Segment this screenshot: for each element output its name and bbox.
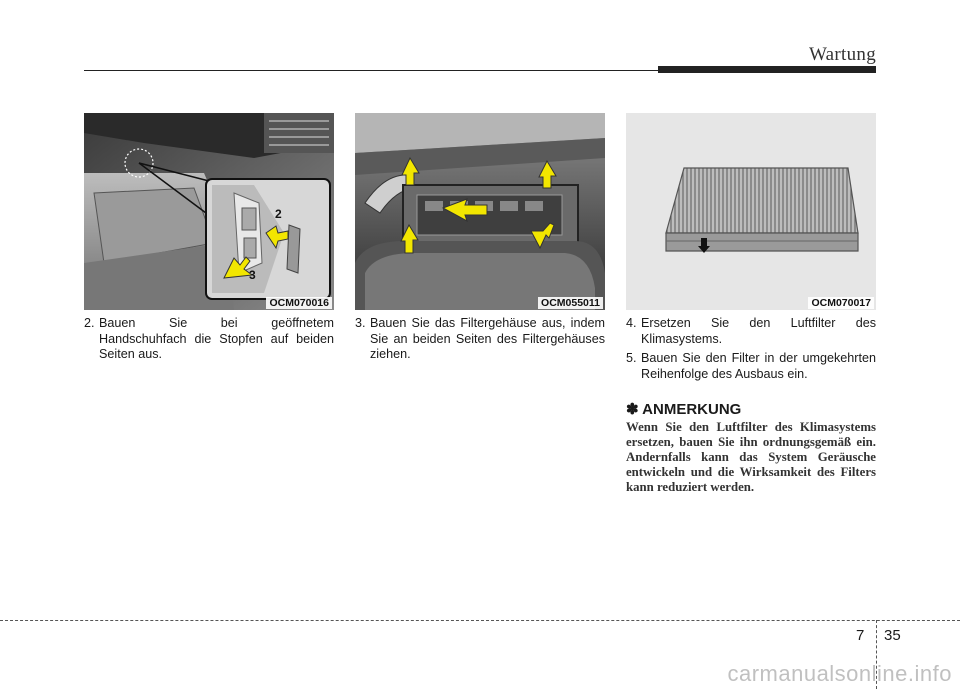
step-4 bbox=[626, 316, 876, 347]
watermark: carmanualsonline.info bbox=[727, 661, 952, 686]
step-text: Bauen Sie bei geöffnetem Handschuhfach die Stopfen auf beiden Seiten aus. bbox=[99, 316, 334, 361]
figure-code: OCM055011 bbox=[538, 297, 603, 309]
figure-glovebox bbox=[84, 113, 334, 310]
glovebox-illustration bbox=[84, 113, 334, 310]
callout-3: 3 bbox=[249, 268, 256, 282]
step-text: Bauen Sie das Filtergehäuse aus, indem Sie an beiden Seiten des Filtergehäuses ziehen. bbox=[370, 316, 605, 361]
column-3 bbox=[626, 316, 876, 495]
note-body: Wenn Sie den Luftfilter des Klimasystems ersetzen, bauen Sie ihn ordnungsgemäß ein. Andernfalls kann das System Geräusche entwickeln und die Wirksamkeit des Filters kann reduziert werden. bbox=[626, 419, 876, 494]
column-1 bbox=[84, 316, 334, 367]
footer-divider bbox=[0, 620, 960, 621]
step-5 bbox=[626, 351, 876, 382]
header-rule-thick bbox=[658, 66, 876, 73]
step-2 bbox=[84, 316, 334, 363]
page-number: 35 bbox=[884, 627, 901, 644]
figure-filter-housing bbox=[355, 113, 605, 310]
step-text: Bauen Sie den Filter in der umgekehrten Reihenfolge des Ausbaus ein. bbox=[641, 351, 876, 381]
callout-2: 2 bbox=[275, 207, 282, 221]
filter-housing-illustration bbox=[355, 113, 605, 310]
section-title: Wartung bbox=[808, 44, 876, 65]
note-title: ✽ ANMERKUNG bbox=[626, 401, 742, 418]
column-2 bbox=[355, 316, 605, 367]
figure-code: OCM070016 bbox=[266, 297, 332, 309]
figure-code: OCM070017 bbox=[808, 297, 874, 309]
step-number: 5. bbox=[626, 351, 637, 365]
step-number: 2. bbox=[84, 316, 95, 330]
step-number: 3. bbox=[355, 316, 366, 330]
figure-air-filter bbox=[626, 113, 876, 310]
air-filter-illustration bbox=[626, 113, 876, 310]
step-3 bbox=[355, 316, 605, 363]
step-text: Ersetzen Sie den Luftfilter des Klimasystems. bbox=[641, 316, 876, 346]
chapter-number: 7 bbox=[856, 627, 865, 644]
step-number: 4. bbox=[626, 316, 637, 330]
